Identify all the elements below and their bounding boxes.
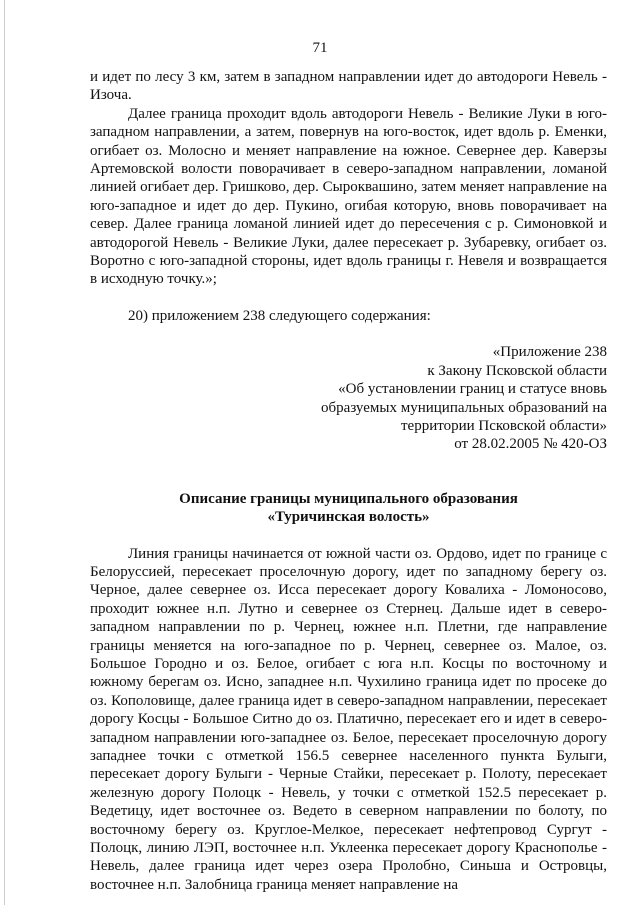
appendix-line: образуемых муниципальных образований на <box>321 399 607 416</box>
appendix-line: «Об установлении границ и статусе вновь <box>338 381 607 398</box>
scan-edge-line <box>4 0 5 905</box>
heading-line-1: Описание границы муниципального образования <box>179 490 518 507</box>
document-body <box>90 68 607 894</box>
appendix-header <box>90 343 607 453</box>
heading-line-2: «Туричинская волость» <box>267 509 430 526</box>
appendix-line: «Приложение 238 <box>492 344 607 361</box>
paragraph-continuation: и идет по лесу 3 км, затем в западном направлении идет до автодороги Невель - Изоча. <box>90 69 607 104</box>
page-number: 71 <box>312 40 328 56</box>
appendix-line: территории Псковской области» <box>400 417 607 434</box>
paragraph-appendix-intro: 20) приложением 238 следующего содержания: <box>128 307 431 324</box>
paragraph-border-description: Далее граница проходит вдоль автодороги Невель - Великие Луки в юго-западном направлении, а затем, повернув на юго-восток, идет вдоль р. Еменки, огибает оз. Молосно и меняет направление на южное. Севернее дер. Каверзы Артемовской волости поворачивает в северо-западном направлении, ломаной линией огибает дер. Гришково, дер. Сыроквашино, затем меняет направление на юго-западное и идет до дер. Пукино, огибая которую, вновь поворачивает на север. Далее граница ломаной линией идет до пересечения с р. Симоновкой и автодорогой Невель - Великие Луки, далее пересекает р. Зубаревку, огибает оз. Воротно с юго-западной стороны, идет вдоль границы г. Невеля и возвращается в исходную точку.»; <box>90 105 607 288</box>
appendix-line: к Закону Псковской области <box>427 362 607 379</box>
paragraph-boundary-line: Линия границы начинается от южной части оз. Ордово, идет по границе с Белоруссией, пересекает проселочную дорогу, идет по западному берегу оз. Черное, далее севернее оз. Исса пересекает дорогу Ковалиха - Ломоносово, проходит южнее н.п. Лутно и севернее оз Стернец. Дальше идет в северо-западном направлении по р. Чернец, южнее н.п. Плетни, где направление границы меняется на юго-западное по р. Чернец, севернее оз. Малое, оз. Большое Городно и оз. Белое, огибает с юга н.п. Косцы по восточному и южному берегам оз. Исно, западнее н.п. Чухилино граница идет по просеке до оз. Кополовище, далее граница идет в северо-западном направлении, пересекает дорогу Косцы - Большое Ситно до оз. Платично, пересекает его и идет в северо-западном направлении юго-западнее оз. Белое, пересекает проселочную дорогу западнее точки с отметкой 156.5 севернее населенного пункта Булыги, пересекает дорогу Булыги - Черные Стайки, пересекает р. Полоту, пересекает железную дорогу Полоцк - Невель, у точки с отметкой 152.5 пересекает р. Ведетицу, идет восточнее оз. Ведето в северном направлении по болоту, по восточному берегу оз. Круглое-Мелкое, пересекает нефтепровод Сургут - Полоцк, линию ЛЭП, восточнее н.п. Уклеенка пересекает дорогу Краснополье - Невель, далее граница идет через озера Пролобно, Синьша и Островцы, восточнее н.п. Залобница граница меняет направление на <box>90 545 607 893</box>
appendix-line: от 28.02.2005 № 420-ОЗ <box>454 436 607 453</box>
section-heading <box>90 490 607 527</box>
